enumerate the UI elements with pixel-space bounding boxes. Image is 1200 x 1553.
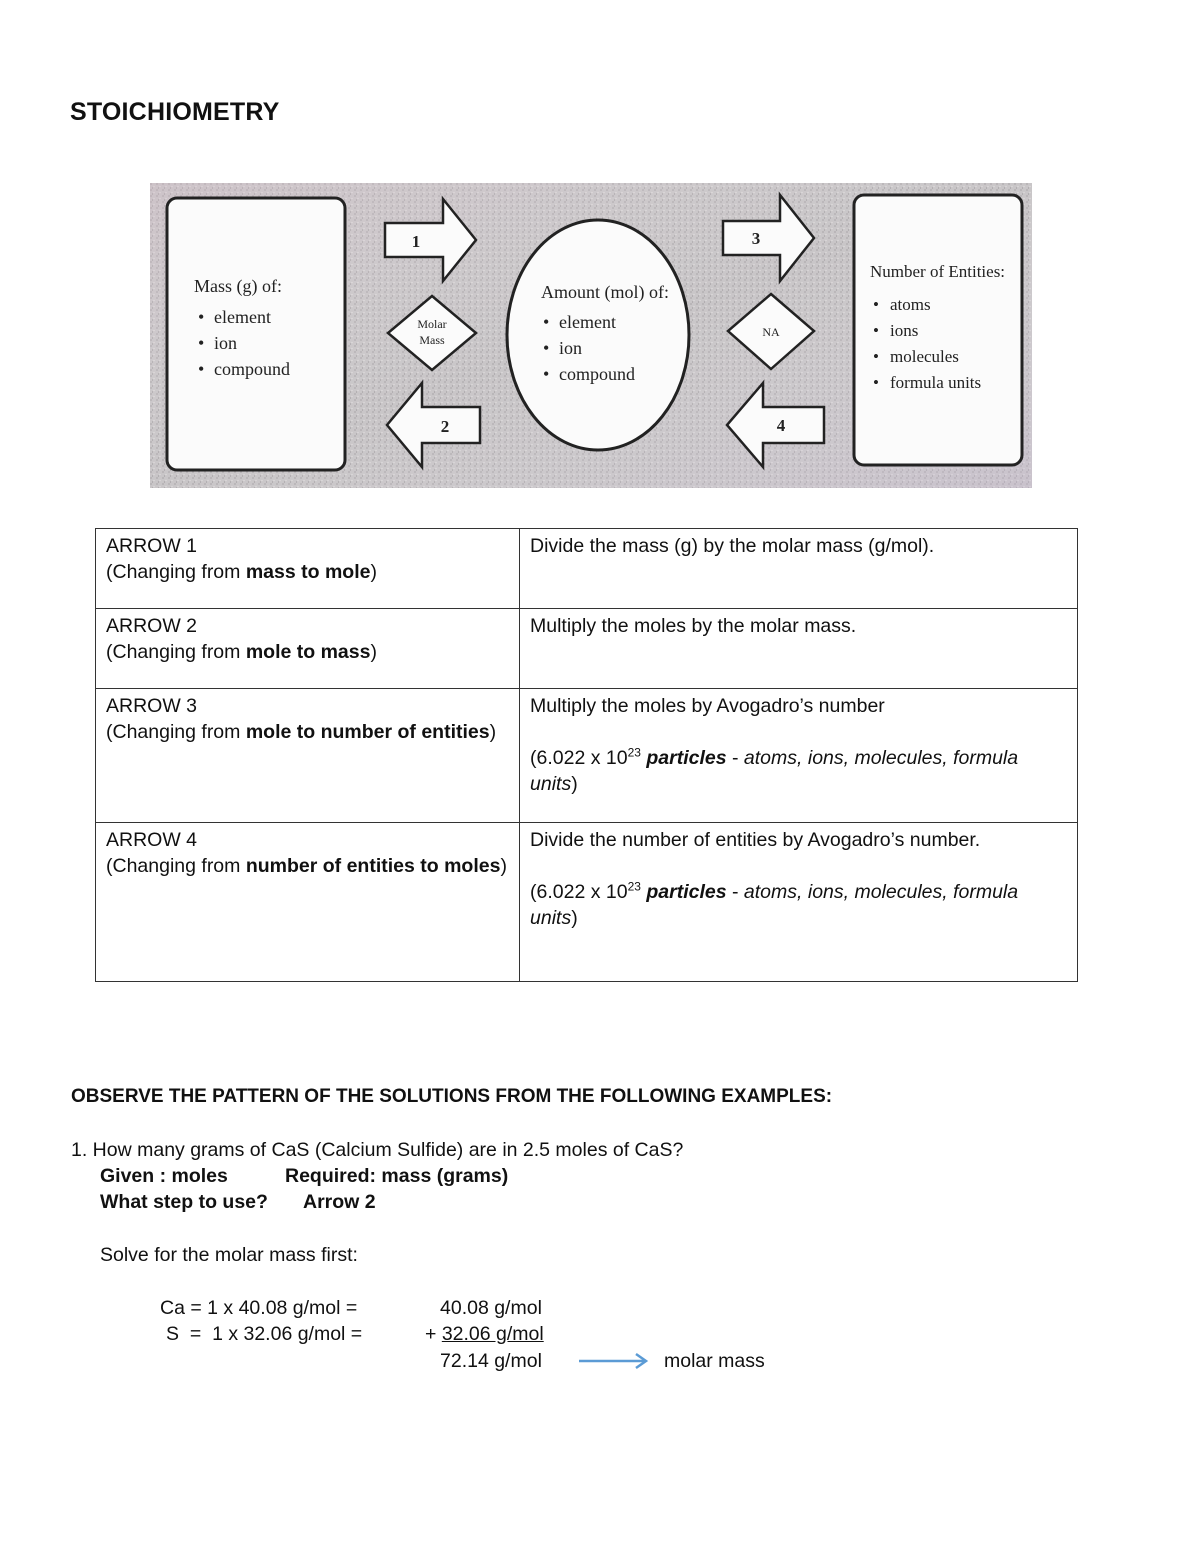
description-cell (520, 689, 1078, 823)
required-label: Required: mass (grams) (285, 1165, 509, 1187)
arrow-description: Multiply the moles by the molar mass. (530, 615, 857, 637)
mass-box (167, 198, 345, 470)
avogadro-note: (6.022 x $10^{23}$ particles - atoms, ions, molecules, formula units) (530, 745, 1019, 795)
molar-mass-label: molar mass (664, 1350, 765, 1372)
arrow-cell (96, 689, 520, 823)
description-cell (520, 529, 1078, 609)
step-answer: Arrow 2 (303, 1191, 376, 1213)
step-question: What step to use? (100, 1191, 268, 1213)
arrow-cell (96, 823, 520, 982)
arrow-change: (Changing from mole to number of entities) (106, 721, 497, 743)
calc-line-rhs: 40.08 g/mol (440, 1297, 542, 1319)
entities-box-heading: Number of Entities: (870, 262, 1006, 281)
arrow-number: 2 (440, 417, 450, 436)
arrow-label: ARROW 4 (106, 829, 198, 851)
arrow-label: ARROW 1 (106, 535, 198, 557)
arrow-number: 3 (751, 229, 761, 248)
arrow-change: (Changing from mole to mass) (106, 641, 377, 663)
avogadro-note: (6.022 x $10^{23}$ particles - atoms, ions, molecules, formula units) (530, 879, 1019, 929)
molar-mass-label: Molar (417, 317, 447, 331)
arrow-cell (96, 609, 520, 689)
table-row (96, 529, 1078, 609)
table-row (96, 609, 1078, 689)
mass-item: compound (214, 359, 290, 379)
entities-item: atoms (890, 295, 931, 314)
section-heading: OBSERVE THE PATTERN OF THE SOLUTIONS FROM THE FOLLOWING EXAMPLES: (71, 1086, 833, 1107)
arrow-label: ARROW 3 (106, 695, 198, 717)
svg-text:•: • (543, 312, 550, 332)
mole-item: element (559, 312, 616, 332)
arrow-description: Divide the mass (g) by the molar mass (g/mol). (530, 535, 935, 557)
given-label: Given : moles (100, 1165, 228, 1187)
mole-ellipse (507, 220, 689, 450)
svg-text:•: • (873, 321, 879, 340)
svg-text:•: • (543, 338, 550, 358)
calc-line-rhs: + 32.06 g/mol (425, 1323, 544, 1345)
svg-text:•: • (873, 347, 879, 366)
arrow-description: Divide the number of entities by Avogadro’s number. (530, 829, 981, 851)
svg-text:•: • (543, 364, 550, 384)
svg-text:•: • (873, 373, 879, 392)
mass-item: ion (214, 333, 238, 353)
avogadro-label: NA (762, 325, 780, 339)
mole-item: ion (559, 338, 583, 358)
page-title: STOICHIOMETRY (70, 98, 280, 126)
description-cell (520, 823, 1078, 982)
svg-text:•: • (198, 359, 205, 379)
example-question: 1. How many grams of CaS (Calcium Sulfide) are in 2.5 moles of CaS? (71, 1139, 684, 1161)
calc-line-lhs: S = 1 x 32.06 g/mol = (166, 1323, 363, 1345)
arrow-number: 4 (776, 416, 786, 435)
arrow-number: 1 (411, 232, 421, 251)
stoichiometry-diagram (150, 183, 1032, 488)
molar-mass-label: Mass (419, 333, 445, 347)
table-row (96, 689, 1078, 823)
mole-box-heading: Amount (mol) of: (541, 282, 669, 302)
mass-box-heading: Mass (g) of: (194, 276, 282, 296)
svg-text:•: • (873, 295, 879, 314)
entities-item: ions (890, 321, 919, 340)
entities-item: formula units (890, 373, 982, 392)
entities-box (854, 195, 1022, 465)
svg-text:•: • (198, 333, 205, 353)
mole-item: compound (559, 364, 635, 384)
arrow-description: Multiply the moles by Avogadro’s number (530, 695, 885, 717)
mass-item: element (214, 307, 271, 327)
arrow-label: ARROW 2 (106, 615, 198, 637)
molar-mass-total: 72.14 g/mol (440, 1350, 542, 1372)
arrow-table (95, 528, 1078, 982)
calc-line-lhs: Ca = 1 x 40.08 g/mol = (160, 1297, 358, 1319)
description-cell (520, 609, 1078, 689)
arrow-change: (Changing from mass to mole) (106, 561, 377, 583)
arrow-change: (Changing from number of entities to moles) (106, 855, 507, 877)
table-row (96, 823, 1078, 982)
arrow-cell (96, 529, 520, 609)
result-arrow-icon (578, 1351, 650, 1371)
svg-text:•: • (198, 307, 205, 327)
solve-intro: Solve for the molar mass first: (100, 1244, 358, 1266)
entities-item: molecules (890, 347, 959, 366)
